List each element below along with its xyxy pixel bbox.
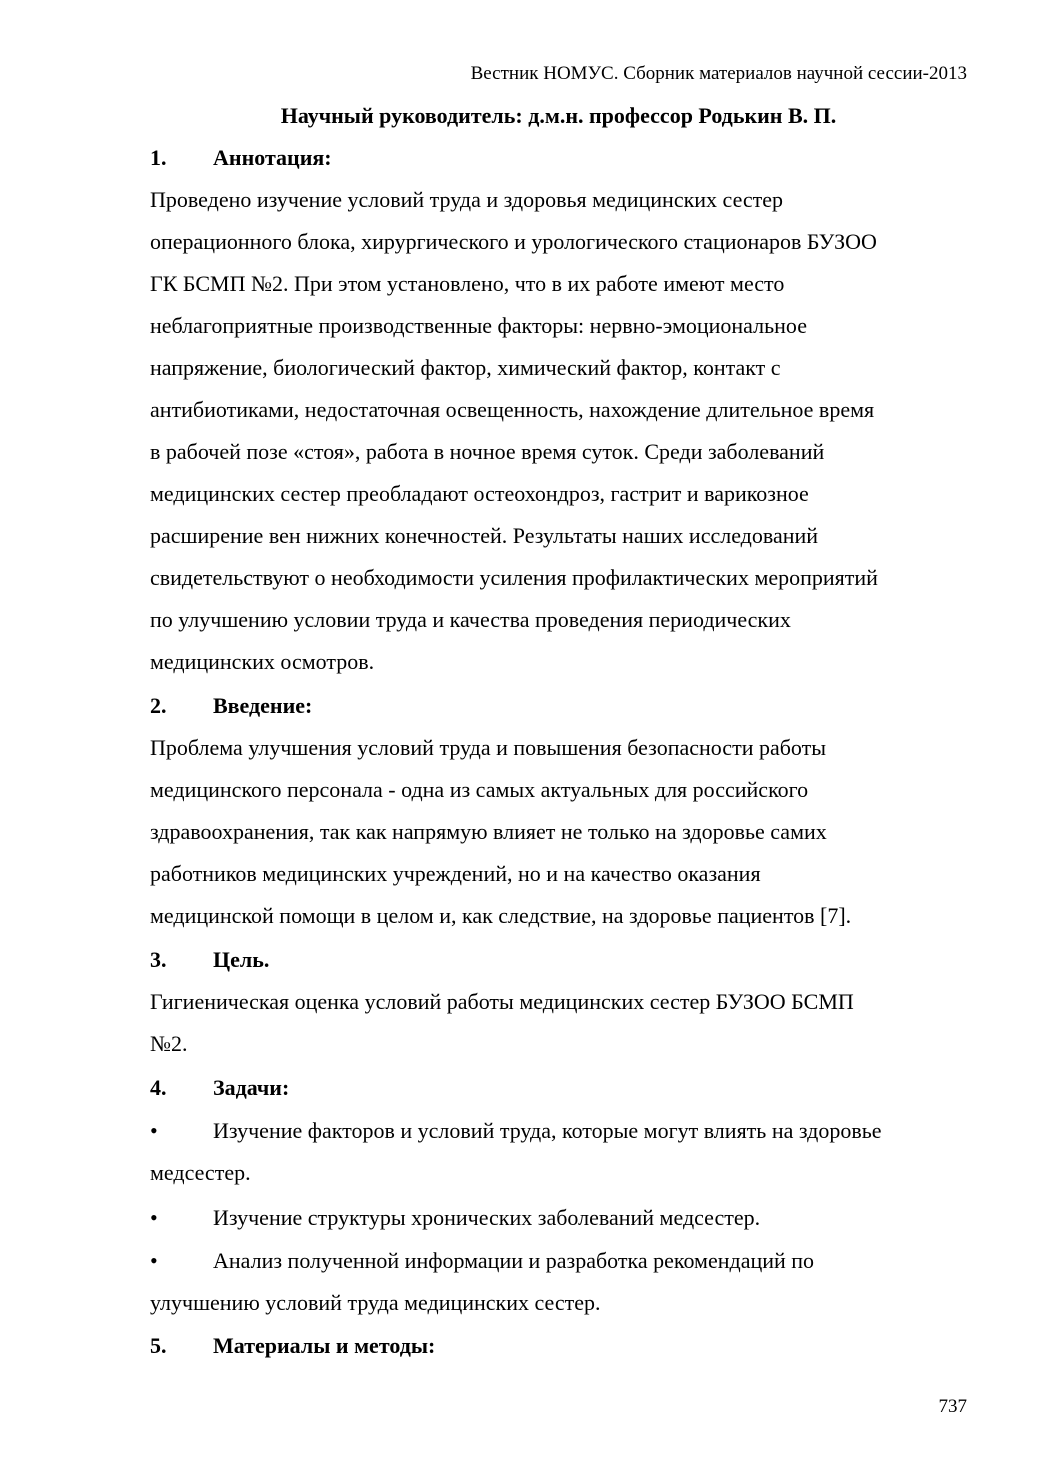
task-item-text: Анализ полученной информации и разработка рекомендаций по: [213, 1248, 815, 1273]
task-item: [150, 1115, 882, 1147]
annotation-line: медицинских сестер преобладают остеохондроз, гастрит и варикозное: [150, 481, 809, 506]
task-item-continuation: улучшению условий труда медицинских сестер.: [150, 1290, 601, 1315]
annotation-line: в рабочей позе «стоя», работа в ночное время суток. Среди заболеваний: [150, 439, 825, 464]
task-item-text: Изучение факторов и условий труда, которые могут влиять на здоровье: [213, 1118, 882, 1143]
section-number: 2.: [150, 693, 167, 718]
section-number: 1.: [150, 145, 167, 170]
annotation-line: по улучшению условии труда и качества проведения периодических: [150, 607, 791, 632]
annotation-line: медицинских осмотров.: [150, 649, 375, 674]
task-item-text: Изучение структуры хронических заболеваний медсестер.: [213, 1205, 761, 1230]
introduction-line: медицинского персонала - одна из самых актуальных для российского: [150, 777, 809, 802]
section-title: Введение:: [213, 693, 313, 718]
supervisor-line: Научный руководитель: д.м.н. профессор Родькин В. П.: [280, 103, 837, 128]
section-heading-introduction: [150, 690, 312, 722]
annotation-line: операционного блока, хирургического и урологического стационаров БУЗОО: [150, 229, 877, 254]
goal-line: №2.: [150, 1031, 188, 1056]
introduction-line: здравоохранения, так как напрямую влияет не только на здоровье самих: [150, 819, 827, 844]
introduction-line: медицинской помощи в целом и, как следствие, на здоровье пациентов [7].: [150, 903, 852, 928]
section-heading-goal: [150, 944, 269, 976]
section-title: Материалы и методы:: [213, 1333, 436, 1358]
section-title: Задачи:: [213, 1075, 290, 1100]
bullet-marker: •: [150, 1118, 158, 1143]
section-title: Аннотация:: [213, 145, 332, 170]
task-item: [150, 1245, 814, 1277]
section-number: 3.: [150, 947, 167, 972]
annotation-line: расширение вен нижних конечностей. Результаты наших исследований: [150, 523, 819, 548]
goal-line: Гигиеническая оценка условий работы медицинских сестер БУЗОО БСМП: [150, 989, 854, 1014]
section-number: 5.: [150, 1333, 167, 1358]
annotation-line: неблагоприятные производственные факторы: нервно-эмоциональное: [150, 313, 807, 338]
section-heading-methods: [150, 1330, 435, 1362]
running-header: Вестник НОМУС. Сборник материалов научной сессии-2013: [470, 63, 967, 84]
task-item: [150, 1202, 760, 1234]
annotation-line: Проведено изучение условий труда и здоровья медицинских сестер: [150, 187, 784, 212]
annotation-line: свидетельствуют о необходимости усиления профилактических мероприятий: [150, 565, 878, 590]
bullet-marker: •: [150, 1248, 158, 1273]
bullet-marker: •: [150, 1205, 158, 1230]
annotation-line: ГК БСМП №2. При этом установлено, что в их работе имеют место: [150, 271, 785, 296]
section-heading-annotation: [150, 142, 332, 174]
page-number: 737: [938, 1396, 967, 1417]
introduction-line: работников медицинских учреждений, но и на качество оказания: [150, 861, 761, 886]
annotation-line: антибиотиками, недостаточная освещенность, нахождение длительное время: [150, 397, 875, 422]
section-title: Цель.: [213, 947, 270, 972]
introduction-line: Проблема улучшения условий труда и повышения безопасности работы: [150, 735, 827, 760]
task-item-continuation: медсестер.: [150, 1160, 251, 1185]
section-heading-tasks: [150, 1072, 289, 1104]
section-number: 4.: [150, 1075, 167, 1100]
annotation-line: напряжение, биологический фактор, химический фактор, контакт с: [150, 355, 781, 380]
